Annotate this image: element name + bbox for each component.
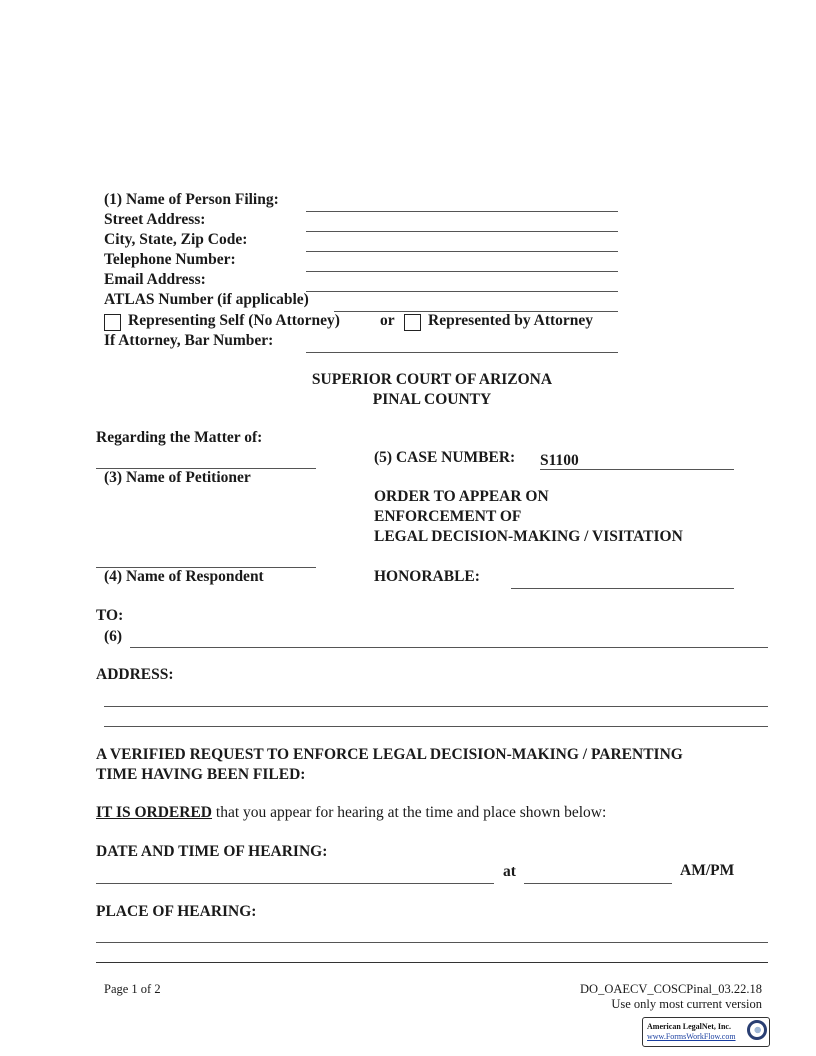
address-line-1[interactable] <box>104 706 768 707</box>
it-is-ordered: IT IS ORDERED <box>96 804 213 821</box>
order-sentence-rest: that you appear for hearing at the time and place shown below: <box>215 804 607 821</box>
hearing-time-line[interactable] <box>524 883 672 884</box>
respondent-label: (4) Name of Respondent <box>104 568 264 585</box>
street-address-label: Street Address: <box>104 211 206 228</box>
version-note: Use only most current version <box>611 997 762 1011</box>
hearing-date-label: DATE AND TIME OF HEARING: <box>96 843 328 860</box>
page-number: Page 1 of 2 <box>104 982 161 996</box>
filer-name-label: (1) Name of Person Filing: <box>104 191 279 208</box>
at-label: at <box>503 863 516 880</box>
address-line-2[interactable] <box>104 726 768 727</box>
logo-website[interactable]: www.FormsWorkFlow.com <box>647 1032 736 1041</box>
city-state-zip-line[interactable] <box>306 251 618 252</box>
case-number-label: (5) CASE NUMBER: <box>374 449 516 466</box>
order-title-line2: ENFORCEMENT OF <box>374 508 522 525</box>
city-state-zip-label: City, State, Zip Code: <box>104 231 248 248</box>
atlas-label: ATLAS Number (if applicable) <box>104 291 309 308</box>
bar-number-label: If Attorney, Bar Number: <box>104 332 274 349</box>
email-label: Email Address: <box>104 271 206 288</box>
bar-number-line[interactable] <box>306 352 618 353</box>
case-number-value: S1100 <box>540 452 579 469</box>
request-heading-line2: TIME HAVING BEEN FILED: <box>96 766 306 783</box>
petitioner-label: (3) Name of Petitioner <box>104 469 251 486</box>
to-label: TO: <box>96 607 124 624</box>
street-address-line[interactable] <box>306 231 618 232</box>
order-sentence <box>96 803 606 823</box>
honorable-label: HONORABLE: <box>374 568 480 585</box>
recipient-line[interactable] <box>130 647 768 648</box>
logo-globe-icon <box>747 1020 767 1040</box>
footer-divider <box>96 962 768 963</box>
filer-name-line[interactable] <box>306 211 618 212</box>
order-title-line1: ORDER TO APPEAR ON <box>374 488 549 505</box>
telephone-label: Telephone Number: <box>104 251 236 268</box>
self-representation-label: Representing Self (No Attorney) <box>128 312 340 329</box>
american-legalnet-logo[interactable] <box>642 1017 770 1047</box>
to-number: (6) <box>104 628 123 645</box>
form-id: DO_OAECV_COSCPinal_03.22.18 <box>580 982 762 996</box>
matter-label: Regarding the Matter of: <box>96 429 263 446</box>
court-name: SUPERIOR COURT OF ARIZONA <box>311 371 553 388</box>
request-heading-line1: A VERIFIED REQUEST TO ENFORCE LEGAL DECISION-MAKING / PARENTING <box>96 746 683 763</box>
hearing-date-line[interactable] <box>96 883 494 884</box>
attorney-representation-label: Represented by Attorney <box>428 312 594 329</box>
honorable-line[interactable] <box>511 588 734 589</box>
hearing-place-label: PLACE OF HEARING: <box>96 903 257 920</box>
order-title-line3: LEGAL DECISION-MAKING / VISITATION <box>374 528 683 545</box>
address-label: ADDRESS: <box>96 666 174 683</box>
or-label: or <box>380 312 395 329</box>
logo-company-name: American LegalNet, Inc. <box>647 1022 731 1031</box>
email-line[interactable] <box>306 291 618 292</box>
ampm-label: AM/PM <box>680 862 735 879</box>
case-number-line[interactable] <box>540 469 734 470</box>
attorney-representation-checkbox[interactable] <box>404 314 421 331</box>
self-representation-checkbox[interactable] <box>104 314 121 331</box>
hearing-place-line[interactable] <box>96 942 768 943</box>
county-name: PINAL COUNTY <box>372 391 492 408</box>
telephone-line[interactable] <box>306 271 618 272</box>
